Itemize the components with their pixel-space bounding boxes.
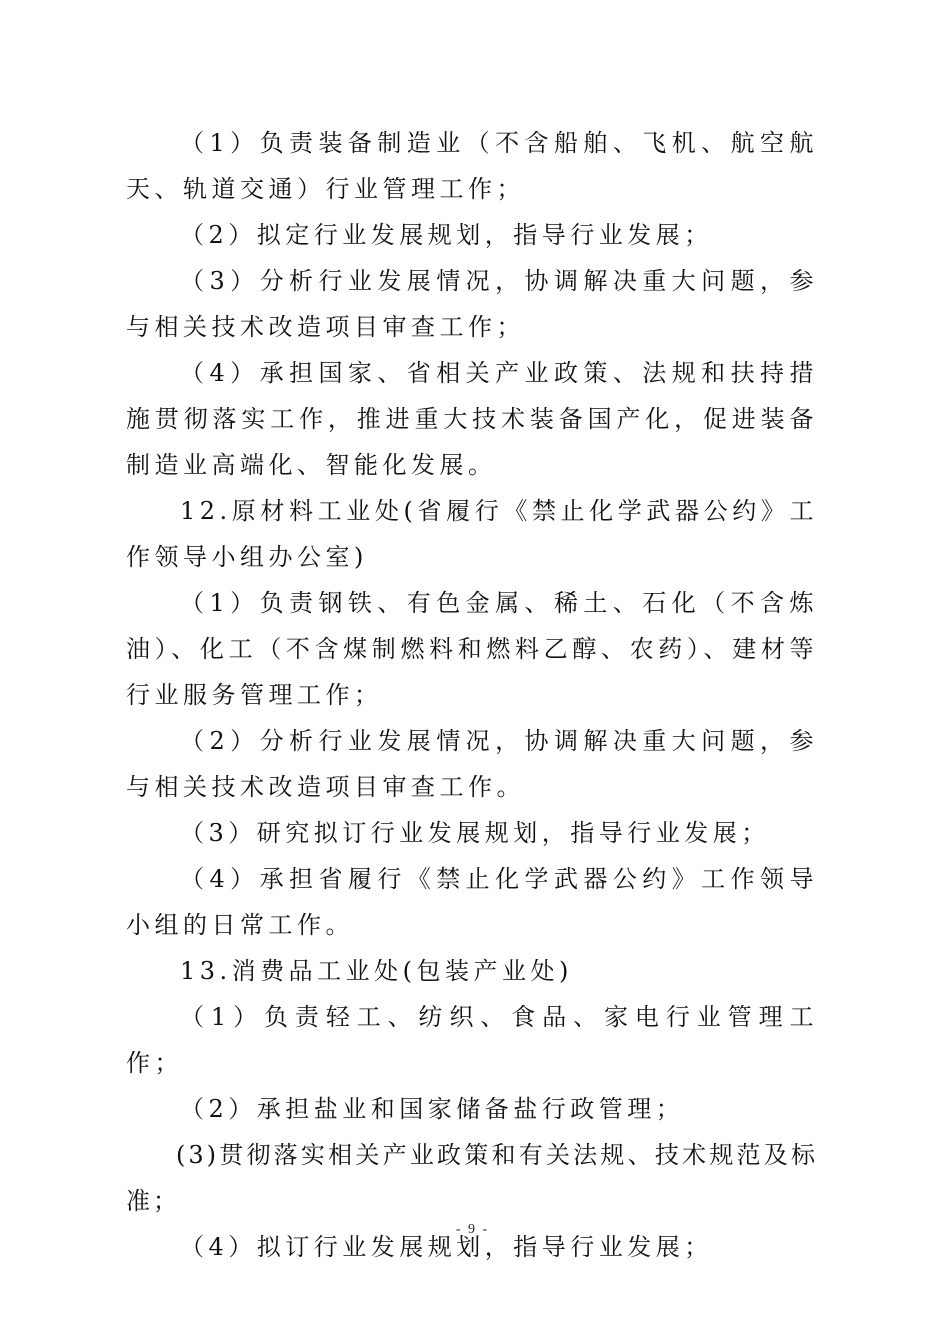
page-number: - 9 - bbox=[455, 1222, 490, 1237]
paragraph-equipment-duty-3: （3）分析行业发展情况，协调解决重大问题，参与相关技术改造项目审查工作； bbox=[126, 267, 818, 341]
paragraph-consumer-goods-duty-1: （1）负责轻工、纺织、食品、家电行业管理工作； bbox=[126, 1003, 818, 1077]
paragraph-consumer-goods-duty-4: （4）拟订行业发展规划，指导行业发展； bbox=[180, 1233, 713, 1261]
document-body bbox=[126, 120, 818, 1270]
paragraph-equipment-duty-2: （2）拟定行业发展规划，指导行业发展； bbox=[180, 221, 713, 249]
paragraph-consumer-goods-duty-2: （2）承担盐业和国家储备盐行政管理； bbox=[180, 1095, 685, 1123]
paragraph-equipment-duty-1: （1）负责装备制造业（不含船舶、飞机、航空航天、轨道交通）行业管理工作； bbox=[126, 129, 818, 203]
paragraph-raw-materials-duty-2: （2）分析行业发展情况，协调解决重大问题，参与相关技术改造项目审查工作。 bbox=[126, 727, 818, 801]
paragraph-consumer-goods-duty-3: (3)贯彻落实相关产业政策和有关法规、技术规范及标准； bbox=[126, 1141, 818, 1215]
paragraph-raw-materials-duty-4: （4）承担省履行《禁止化学武器公约》工作领导小组的日常工作。 bbox=[126, 865, 818, 939]
section-heading-raw-materials: 12.原材料工业处(省履行《禁止化学武器公约》工作领导小组办公室) bbox=[126, 497, 818, 571]
paragraph-raw-materials-duty-3: （3）研究拟订行业发展规划，指导行业发展； bbox=[180, 819, 770, 847]
section-heading-consumer-goods: 13.消费品工业处(包装产业处) bbox=[180, 957, 573, 985]
paragraph-equipment-duty-4: （4）承担国家、省相关产业政策、法规和扶持措施贯彻落实工作，推进重大技术装备国产化，促进装备制造业高端化、智能化发展。 bbox=[126, 359, 818, 479]
paragraph-raw-materials-duty-1: （1）负责钢铁、有色金属、稀土、石化（不含炼油）、化工（不含煤制燃料和燃料乙醇、农药）、建材等行业服务管理工作； bbox=[126, 589, 818, 709]
